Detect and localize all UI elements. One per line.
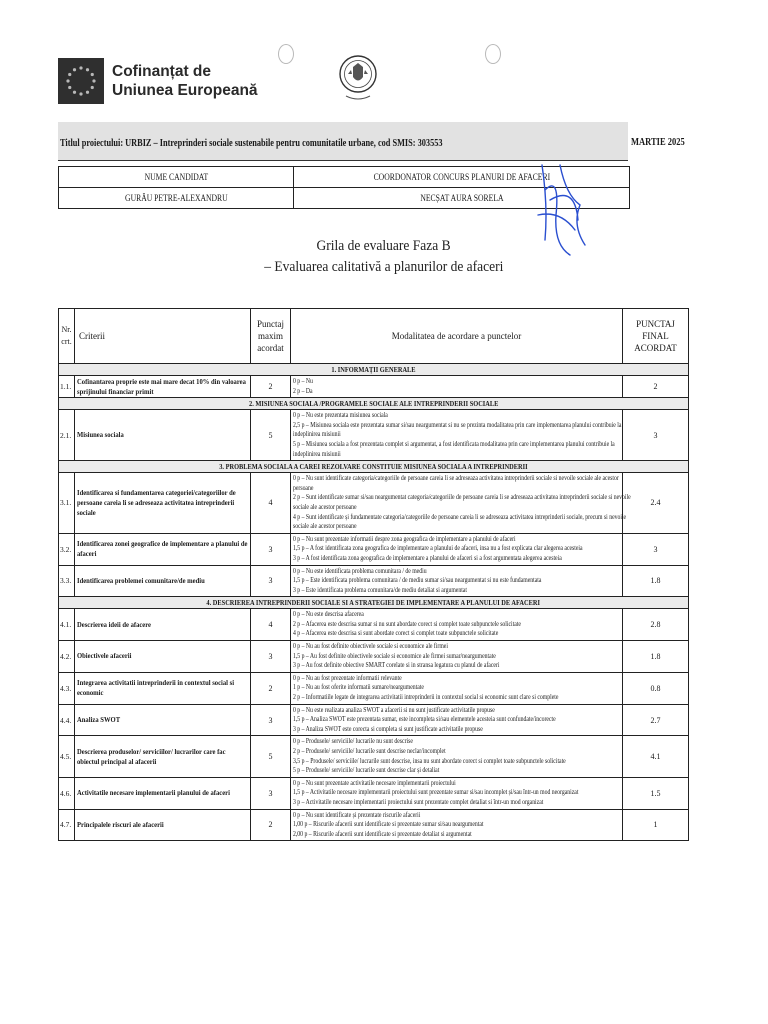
scoring-option: 4 p – Afacerea este descrisa si sunt abordate corect si complet toate subpunctele solicitate (293, 629, 499, 638)
row-number: 4.3. (59, 672, 75, 704)
scoring-option: indeplinirea misiunii (293, 449, 341, 458)
scoring-option: 3 p – Analiza SWOT este corecta si completa si sunt justificate activitatile propuse (293, 724, 483, 733)
scoring-option: 2 p – Sunt identificate sumar si/sau neargumentat categoria/categoriile de persoane careia li se adreseaza activitatea intreprinderii sociale si nevoile (293, 493, 631, 502)
header-method: Modalitatea de acordare a punctelor (291, 309, 623, 364)
scoring-options (291, 533, 623, 565)
final-score: 1 (623, 809, 689, 841)
header-max-points: Punctaj maxim acordat (251, 309, 291, 364)
criterion-row (59, 809, 689, 841)
final-score: 2.7 (623, 704, 689, 736)
final-score: 3 (623, 410, 689, 461)
scoring-option: 0 p – Nu sunt prezentate informatii despre zona geografica de implementare a planului de afaceri (293, 534, 516, 543)
scoring-option: 2 p – Produsele/ serviciile/ lucrarile sunt descrise neclar/incomplet (293, 747, 446, 755)
final-score: 0.8 (623, 672, 689, 704)
final-score: 2.4 (623, 473, 689, 534)
eu-star (91, 73, 94, 76)
scoring-options (291, 809, 623, 841)
project-title: Titlul proiectului: URBIZ – Intreprinderi sociale sustenabile pentru comunitatile urbane, cod SMIS: 303553 (60, 138, 443, 149)
header-final: PUNCTAJ FINAL ACORDAT (623, 309, 689, 364)
section-header-row (59, 398, 689, 410)
scoring-option: 0 p – Nu sunt identificate categoria/categoriile de persoane careia li se adreseaza activitatea intreprinderii sociale si nevoile sociale ale acestor (293, 474, 619, 483)
row-number: 4.5. (59, 736, 75, 777)
punch-hole-left (278, 44, 294, 64)
row-number: 1.1. (59, 376, 75, 398)
scoring-option: 0 p – Nu au fost prezentate informatii relevante (293, 673, 402, 682)
criterion-label: Principalele riscuri ale afacerii (75, 809, 251, 841)
section-header-row (59, 364, 689, 376)
scoring-option: 5 p – Misiunea sociala a fost prezentata complet si argumentat, a fost identificata modalitatea prin care implementarea planului contribuie la (293, 439, 615, 448)
criterion-row (59, 565, 689, 597)
scoring-options (291, 410, 623, 461)
max-points: 3 (251, 641, 291, 673)
scoring-options (291, 672, 623, 704)
criterion-label: Identificarea problemei comunitare/de mediu (75, 565, 251, 597)
criterion-row (59, 736, 689, 777)
government-seal-icon (338, 52, 378, 110)
max-points: 3 (251, 704, 291, 736)
scoring-options (291, 704, 623, 736)
scoring-option: 1,5 p – Este identificata problema comunitara / de mediu sumar si/sau neargumentat si nu este fundamentata (293, 576, 542, 585)
scoring-option: 0 p – Nu este realizata analiza SWOT a afacerii si nu sunt justificate activitatile propuse (293, 705, 495, 714)
criterion-row (59, 704, 689, 736)
section-title: 4. DESCRIEREA INTREPRINDERII SOCIALE SI A STRATEGIEI DE IMPLEMENTARE A PLANULUI DE AFACERI (59, 597, 689, 609)
eu-star (73, 68, 76, 71)
scoring-option: 1,5 p – A fost identificata zona geografica de implementare a planului de afaceri, insa nu a fost explicata clar alegerea acesteia (293, 544, 583, 553)
final-score: 1.8 (623, 565, 689, 597)
max-points: 3 (251, 777, 291, 809)
eu-star (92, 79, 95, 82)
criterion-label: Analiza SWOT (75, 704, 251, 736)
scoring-options (291, 609, 623, 641)
scoring-options (291, 777, 623, 809)
row-number: 2.1. (59, 410, 75, 461)
scoring-options (291, 473, 631, 534)
final-score: 2 (623, 376, 689, 398)
scoring-option: 1,5 p – Au fost definite obiectivele sociale si economice ale firmei sumar/neargumentate (293, 651, 496, 660)
max-points: 2 (251, 376, 291, 398)
scoring-option: 1,00 p – Riscurile afacerii sunt identificate si prezentate sumar si/sau neargumentat (293, 820, 484, 829)
criterion-label: Identificarea si fundamentarea categoriei/categoriilor de persoane careia li se adreseaza activitatea intreprinderii sociale (75, 473, 251, 534)
scoring-option: 2,5 p – Misiunea sociala este prezentata sumar si/sau neargumentat si nu se prezinta modalitatea prin care implementarea planului contribuie la (293, 420, 622, 429)
scoring-option: 0 p – Nu (293, 377, 313, 385)
criterion-label: Activitatile necesare implementarii planului de afaceri (75, 777, 251, 809)
criterion-label: Identificarea zonei geografice de implementare a planului de afaceri (75, 533, 251, 565)
eu-star (79, 66, 82, 69)
scoring-option: 0 p – Nu este prezentata misiunea sociala (293, 411, 388, 420)
section-header-row (59, 461, 689, 473)
eu-star (68, 86, 71, 89)
coordinator-header: COORDONATOR CONCURS PLANURI DE AFACERI (294, 167, 630, 188)
scoring-option: 0 p – Produsele/ serviciile/ lucrarile nu sunt descrise (293, 737, 413, 746)
header-criteria: Criterii (75, 309, 251, 364)
scoring-option: indeplinirea misiunii (293, 430, 341, 439)
scoring-option: 0 p – Nu sunt identificate și prezentate riscurile afacerii (293, 810, 421, 819)
document-title-line-2: – Evaluarea calitativă a planurilor de afaceri (264, 259, 504, 275)
row-number: 3.1. (59, 473, 75, 534)
max-points: 3 (251, 533, 291, 565)
final-score: 3 (623, 533, 689, 565)
criterion-label: Integrarea activitatii intreprinderii in contextul social si economic (75, 672, 251, 704)
scoring-option: 2 p – Informatiile legate de integrarea activitatii intreprinderii in contextul social si economic sunt clare si complete (293, 693, 559, 702)
scoring-option: persoane (293, 483, 314, 492)
row-number: 4.1. (59, 609, 75, 641)
eu-star (86, 91, 89, 94)
eu-star (91, 86, 94, 89)
coordinator-name-value: NECȘAT AURA SORELA (294, 188, 630, 209)
eu-flag-icon (58, 58, 104, 104)
scoring-option: 5 p – Produsele/ serviciile/ lucrarile sunt descrise clar și detaliat (293, 766, 440, 775)
final-score: 4.1 (623, 736, 689, 777)
evaluation-grid (58, 308, 689, 841)
final-score: 2.8 (623, 609, 689, 641)
criterion-row (59, 410, 689, 461)
max-points: 4 (251, 473, 291, 534)
scoring-option: 0 p – Nu sunt prezentate activitatile necesare implementarii proiectului (293, 778, 456, 787)
criterion-label: Obiectivele afacerii (75, 641, 251, 673)
document-title (0, 236, 768, 278)
eu-line-1: Cofinanțat de (112, 63, 212, 80)
row-number: 3.2. (59, 533, 75, 565)
scoring-option: sociale ale acestor persoane (293, 502, 357, 511)
criterion-row (59, 672, 689, 704)
criterion-row (59, 777, 689, 809)
scoring-option: 2 p – Da (293, 386, 313, 395)
scoring-option: 0 p – Nu este identificata problema comunitara / de mediu (293, 566, 427, 575)
criterion-label: Descrierea produselor/ serviciilor/ lucrarilor care fac obiectul principal al afacerii (75, 736, 251, 777)
scoring-option: 3 p – Este identificata problema comunitara/de mediu detaliat si argumentat (293, 585, 467, 594)
criterion-row (59, 609, 689, 641)
grid-header-row (59, 309, 689, 364)
eu-cofinancing-text (112, 62, 258, 100)
criterion-row (59, 376, 689, 398)
scoring-option: 1,5 p – Analiza SWOT este prezentata sumar, este incompleta si/sau elementele acesteia sunt confundate/incorecte (293, 715, 556, 724)
section-title: 3. PROBLEMA SOCIALA A CAREI REZOLVARE CONSTITUIE MISIUNEA SOCIALA A INTREPRINDERII (59, 461, 689, 473)
eu-star (68, 73, 71, 76)
row-number: 4.7. (59, 809, 75, 841)
eu-line-2: Uniunea Europeană (112, 82, 258, 99)
scoring-option: 3 p – Activitatile necesare implementarii proiectului sunt prezentate complet detaliat si într-un mod organizat (293, 797, 544, 806)
document-date: MARTIE 2025 (631, 137, 685, 148)
scoring-options (291, 736, 623, 777)
scoring-option: 4 p – Sunt identificate și fundamentate categoria/categoriile de persoane careia li se adreseaza activitatea intreprinderii sociale, precum si nevoile (293, 512, 627, 521)
section-title: 2. MISIUNEA SOCIALA /PROGRAMELE SOCIALE ALE INTREPRINDERII SOCIALE (59, 398, 689, 410)
row-number: 4.4. (59, 704, 75, 736)
document-title-line-1: Grila de evaluare Faza B (316, 238, 452, 254)
candidate-name-value: GURĂU PETRE-ALEXANDRU (59, 188, 294, 209)
scoring-option: 0 p – Nu este descrisa afacerea (293, 610, 364, 619)
eu-star (86, 68, 89, 71)
scoring-option: 0 p – Nu au fost definite obiectivele sociale si economice ale firmei (293, 642, 448, 651)
eu-cofinancing-logo (58, 58, 258, 104)
section-header-row (59, 597, 689, 609)
row-number: 4.6. (59, 777, 75, 809)
scoring-option: 3 p – Au fost definite obiective SMART corelate si in stransa legatura cu planul de afaceri (293, 661, 500, 670)
max-points: 4 (251, 609, 291, 641)
scoring-option: 3,5 p – Produsele/ serviciile/ lucrarile sunt descrise, insa nu sunt abordate corect si complet toate subpunctele solicitate (293, 756, 566, 765)
criterion-row (59, 473, 689, 534)
scoring-option: 1 p – Nu au fost oferite informatii sumare/neargumentate (293, 683, 424, 692)
scoring-options (291, 565, 623, 597)
max-points: 2 (251, 809, 291, 841)
row-number: 3.3. (59, 565, 75, 597)
max-points: 3 (251, 565, 291, 597)
criterion-label: Misiunea sociala (75, 410, 251, 461)
scoring-option: 1,5 p – Activitatile necesare implementarii proiectului sunt prezentate sumar si/sau incomplet și/sau într-un mod neorganizat (293, 788, 579, 797)
criterion-label: Cofinantarea proprie este mai mare decat 10% din valoarea sprijinului financiar primit (75, 376, 251, 398)
final-score: 1.8 (623, 641, 689, 673)
section-title: 1. INFORMAȚII GENERALE (59, 364, 689, 376)
eu-star (73, 91, 76, 94)
scoring-options (291, 641, 623, 673)
criterion-label: Descrierea ideii de afacere (75, 609, 251, 641)
max-points: 5 (251, 736, 291, 777)
scoring-option: 2 p – Afacerea este descrisa sumar si nu sunt abordate corect si complet toate subpunctele solicitate (293, 619, 521, 628)
header-nr: Nr. crt. (59, 309, 75, 364)
max-points: 5 (251, 410, 291, 461)
punch-hole-right (485, 44, 501, 64)
scoring-option: sociale ale acestor persoane (293, 522, 357, 531)
criterion-row (59, 533, 689, 565)
scoring-options (291, 376, 623, 398)
scoring-option: 3 p – A fost identificata zona geografica de implementare a planului de afaceri si a fost argumentata alegerea acesteia (293, 553, 562, 562)
final-score: 1.5 (623, 777, 689, 809)
scoring-option: 2,00 p – Riscurile afacerii sunt identificate si prezentate detaliat si argumentat (293, 829, 472, 838)
eu-star (66, 79, 69, 82)
eu-star (79, 92, 82, 95)
criterion-row (59, 641, 689, 673)
row-number: 4.2. (59, 641, 75, 673)
max-points: 2 (251, 672, 291, 704)
candidate-name-header: NUME CANDIDAT (59, 167, 294, 188)
